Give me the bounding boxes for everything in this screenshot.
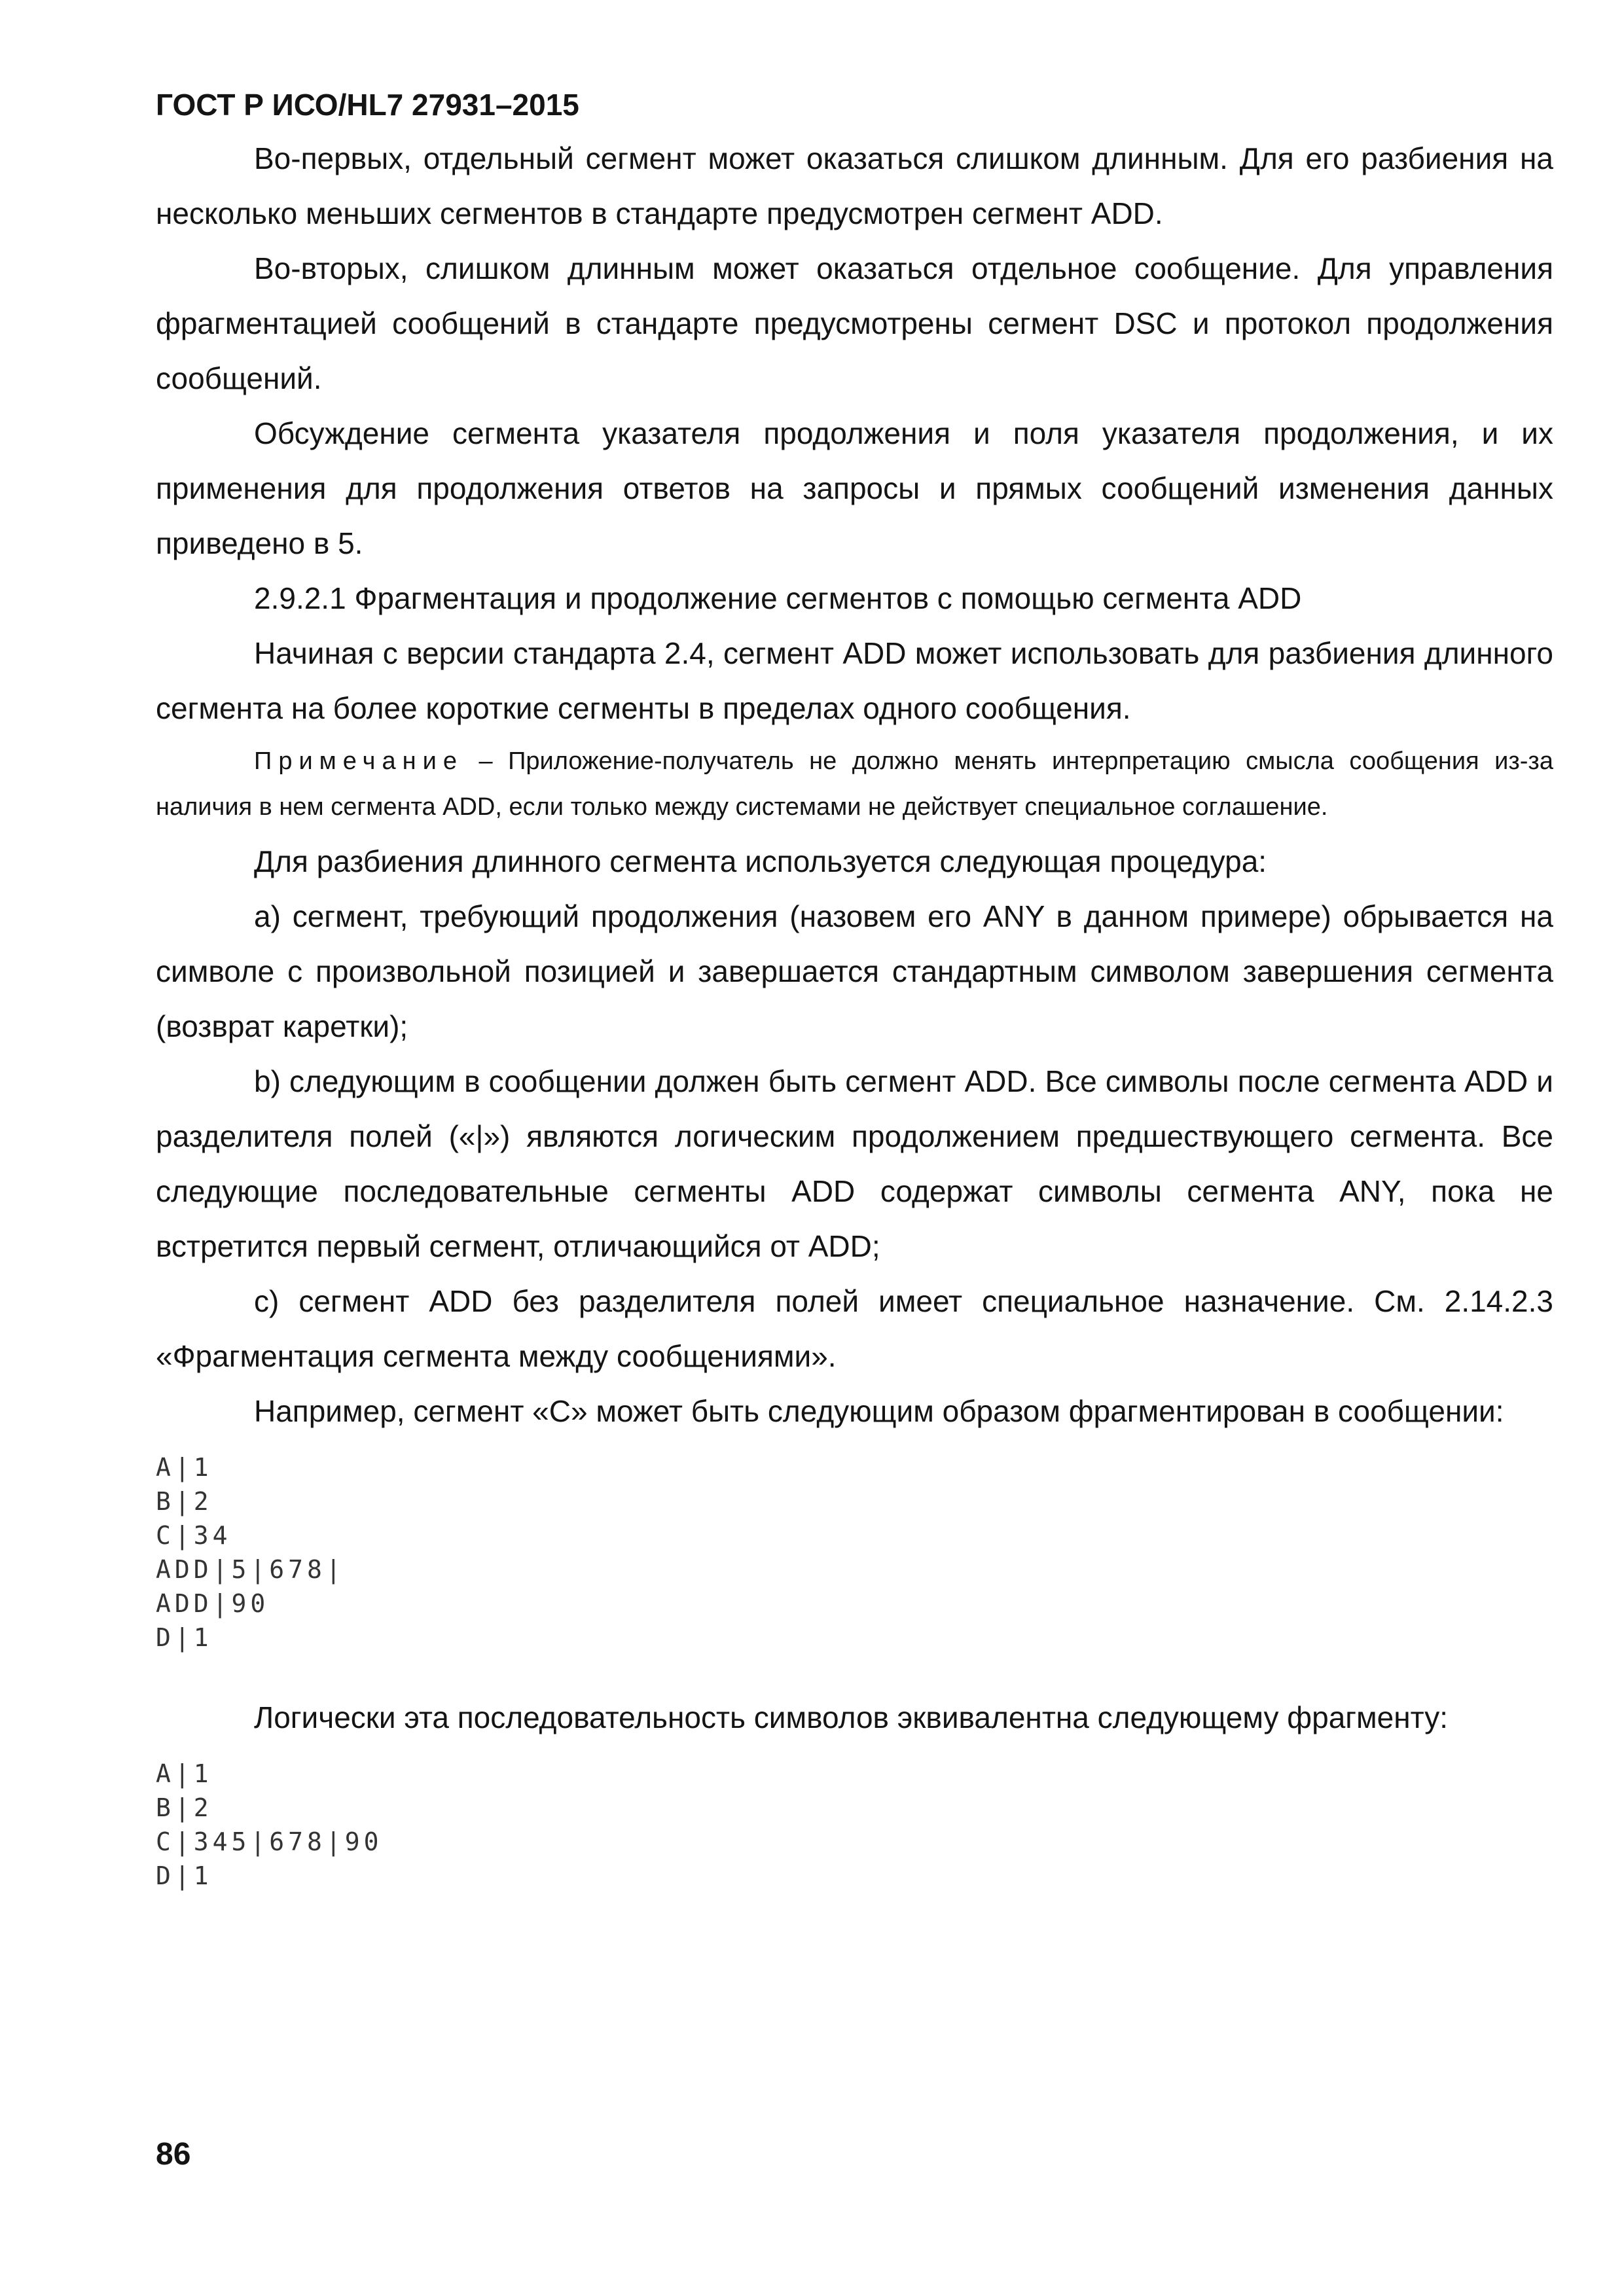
code-line: B|2	[156, 1487, 213, 1516]
document-page	[156, 85, 1553, 1928]
list-item-a: а) сегмент, требующий продолжения (назовем его ANY в данном примере) обрывается на символе с произвольной позицией и завершается стандартным символом завершения сегмента (возврат каретки);	[156, 899, 1553, 1043]
code-line: B|2	[156, 1793, 213, 1822]
paragraph-continuation-discussion: Обсуждение сегмента указателя продолжения и поля указателя продолжения, и их применения для продолжения ответов на запросы и прямых сообщений изменения данных приведено в 5.	[156, 416, 1553, 560]
paragraph-second: Во-вторых, слишком длинным может оказаться отдельное сообщение. Для управления фрагментацией сообщений в стандарте предусмотрены сегмент DSC и протокол продолжения сообщений.	[156, 251, 1553, 395]
paragraph-example-intro: Например, сегмент «С» может быть следующим образом фрагментирован в сообщении:	[254, 1394, 1504, 1428]
list-item-c: с) сегмент ADD без разделителя полей имеет специальное назначение. См. 2.14.2.3 «Фрагментация сегмента между сообщениями».	[156, 1284, 1553, 1373]
note-text: – Приложение-получатель не должно менять интерпретацию смысла сообщения из-за наличия в нем сегмента ADD, если только между системами не действует специальное соглашение.	[156, 747, 1553, 821]
paragraph-version-2-4: Начиная с версии стандарта 2.4, сегмент ADD может использовать для разбиения длинного сегмента на более короткие сегменты в пределах одного сообщения.	[156, 636, 1553, 725]
code-example-equivalent	[156, 1757, 1553, 1893]
paragraph-procedure-intro: Для разбиения длинного сегмента используется следующая процедура:	[254, 844, 1267, 878]
page-number: 86	[156, 2137, 191, 2172]
code-line: D|1	[156, 1623, 213, 1652]
code-line: C|34	[156, 1521, 232, 1550]
paragraph-first: Во-первых, отдельный сегмент может оказаться слишком длинным. Для его разбиения на несколько меньших сегментов в стандарте предусмотрен сегмент ADD.	[156, 141, 1553, 230]
document-header: ГОСТ Р ИСО/HL7 27931–2015	[156, 88, 579, 122]
code-line: D|1	[156, 1861, 213, 1890]
code-line: A|1	[156, 1759, 213, 1788]
code-line: ADD|5|678|	[156, 1555, 345, 1584]
section-heading: 2.9.2.1 Фрагментация и продолжение сегментов с помощью сегмента ADD	[254, 581, 1302, 615]
code-line: C|345|678|90	[156, 1827, 383, 1856]
paragraph-equivalent-intro: Логически эта последовательность символов эквивалентна следующему фрагменту:	[254, 1700, 1449, 1734]
list-item-b: b) следующим в сообщении должен быть сегмент ADD. Все символы после сегмента ADD и разделителя полей («|») являются логическим продолжением предшествующего сегмента. Все следующие последовательные сегменты ADD содержат символы сегмента ANY, пока не встретится первый сегмент, отличающийся от ADD;	[156, 1064, 1553, 1263]
note-label: Примечание	[254, 747, 463, 775]
note	[156, 738, 1553, 830]
code-example-fragmented	[156, 1450, 1553, 1655]
code-line: A|1	[156, 1453, 213, 1482]
code-line: ADD|90	[156, 1589, 270, 1618]
